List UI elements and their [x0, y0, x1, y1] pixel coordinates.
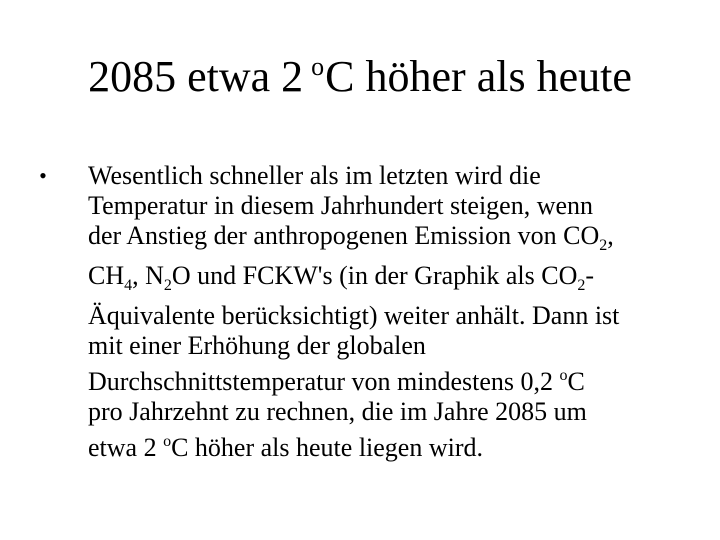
- bullet-text-line-2: Temperatur in diesem Jahrhundert steigen, wenn: [88, 191, 594, 220]
- bullet-text-line-3: [88, 221, 688, 261]
- line3-text-b: ,: [607, 221, 614, 250]
- line4-subscript-2: 2: [163, 277, 172, 294]
- line7-text-b: C: [567, 367, 585, 396]
- bullet-text-line-5: Äquivalente berücksichtigt) weiter anhält. Dann ist: [88, 301, 620, 330]
- line9-text-b: C höher als heute liegen wird.: [171, 433, 484, 462]
- line9-degree-superscript: o: [163, 433, 172, 450]
- bullet-text-line-4: [88, 261, 688, 301]
- title-text-pre: 2085 etwa 2: [88, 52, 304, 101]
- line4-text-b: , N: [132, 261, 164, 290]
- line4-text-a: CH: [88, 261, 125, 290]
- line4-text-d: -: [585, 261, 595, 290]
- line4-subscript-1: 4: [124, 277, 133, 294]
- bullet-dot-icon: •: [39, 163, 47, 188]
- line4-text-c: O und FCKW's (in der Graphik als CO: [171, 261, 578, 290]
- line9-text-a: etwa 2: [88, 433, 164, 462]
- bullet-text-line-9: [88, 427, 688, 463]
- bullet-text-line-6: mit einer Erhöhung der globalen: [88, 331, 426, 360]
- title-degree-superscript: o: [311, 52, 325, 81]
- line7-text-a: Durchschnittstemperatur von mindestens 0,2: [88, 367, 560, 396]
- bullet-text-line-8: pro Jahrzehnt zu rechnen, die im Jahre 2085 um: [88, 397, 587, 426]
- line3-text-a: der Anstieg der anthropogenen Emission von CO: [88, 221, 600, 250]
- bullet-item: [39, 161, 688, 463]
- line3-subscript: 2: [599, 237, 608, 254]
- bullet-text-line-1: Wesentlich schneller als im letzten wird die: [88, 161, 541, 190]
- title-text-post: C höher als heute: [325, 52, 632, 101]
- line7-degree-superscript: o: [559, 367, 568, 384]
- bullet-list: [39, 161, 688, 463]
- line4-subscript-3: 2: [577, 277, 586, 294]
- slide-title: [0, 40, 720, 104]
- bullet-text-line-7: [88, 361, 688, 397]
